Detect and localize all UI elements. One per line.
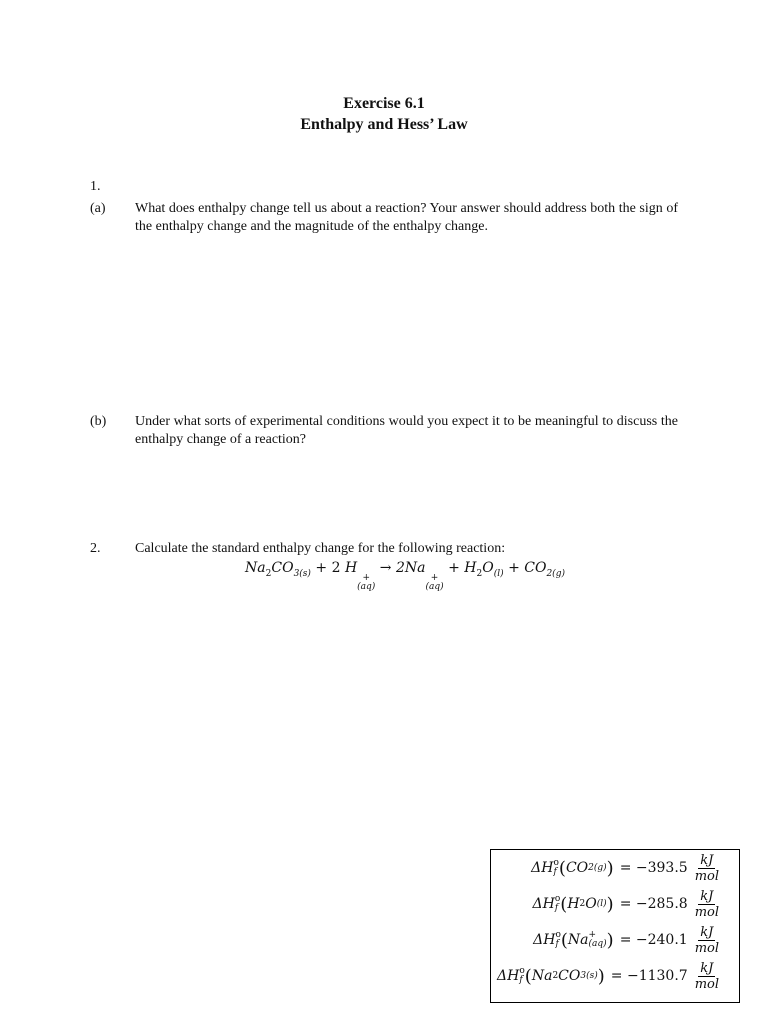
unit-num: kJ [700,960,714,976]
value: = −285.8 [619,896,688,912]
eq-h: H [344,560,358,576]
delta-h: ΔH [532,896,555,912]
unit-den: mol [694,904,719,920]
enthalpy-data-box [490,849,740,1003]
species: H [567,896,580,912]
delta-sup: o [553,858,559,868]
eq-sub: (l) [493,569,504,579]
species: Na [567,932,589,948]
delta-sub: f [553,867,557,877]
eq-arrow: → [379,560,392,576]
delta-h: ΔH [531,860,554,876]
eq-plus: + [448,560,460,576]
species: CO [565,860,589,876]
delta-h: ΔH [533,932,556,948]
question-1a-text: What does enthalpy change tell us about a reaction? Your answer should address both the sign of the enthalpy change and the magnitude of the enthalpy change. [135,201,678,234]
data-row-na-ion: ΔH o f ( Na + (aq) ) = −240.1 $\frac{kJ}{\text{mol}}$ [533,924,719,956]
delta-sup: o [555,930,561,940]
eq-co2: CO [524,560,547,576]
eq-co: CO [271,560,294,576]
delta-sup: o [554,894,561,904]
topic-title: Enthalpy and Hess’ Law [300,116,468,133]
data-row-co2: ΔH o f ( CO 2(g) ) = −393.5 $\frac{kJ}{\text{mol}}$ [531,852,719,884]
eq-na-ion: 2Na [395,560,426,576]
unit-den: mol [694,868,719,884]
eq-plus: + [508,560,520,576]
title-block [0,93,768,135]
eq-sup: + [362,573,370,583]
unit-fraction [693,889,721,920]
unit-fraction [693,925,721,956]
question-1b-label: (b) [90,414,107,429]
eq-sup: + [430,573,439,583]
species: Na [531,968,553,984]
exercise-title: Exercise 6.1 [343,95,425,112]
eq-sub: (aq) [425,582,444,592]
unit-num: kJ [700,888,714,904]
unit-fraction [693,853,721,884]
eq-plus: + 2 [315,560,341,576]
reaction-equation [0,560,768,592]
value: = −393.5 [619,860,688,876]
species-b: O [585,896,597,912]
delta-sub: f [555,939,559,949]
species-sub-b: (l) [596,899,607,909]
eq-sub: 2 [265,569,272,579]
eq-sub: 2(g) [546,569,565,579]
species-sub: 2(g) [588,863,607,873]
eq-sub: 2 [476,569,483,579]
eq-o: O [482,560,494,576]
value: = −1130.7 [610,968,688,984]
delta-h: ΔH [497,968,520,984]
data-row-na2co3: ΔH o f ( Na 2 CO 3(s) ) = −1130.7 $\frac{kJ}{\text{mol}}$ [497,960,719,992]
value: = −240.1 [619,932,688,948]
unit-num: kJ [700,852,714,868]
species-sub-b: 3(s) [580,971,598,981]
eq-sub: 3(s) [293,569,311,579]
delta-sub: f [519,975,523,985]
question-2-number: 2. [90,541,101,556]
question-1a-label: (a) [90,201,106,216]
unit-den: mol [694,976,719,992]
eq-sub: (aq) [357,582,376,592]
species-sup: + [588,930,597,940]
delta-sub: f [554,903,559,913]
species-sub: 2 [579,899,586,909]
unit-den: mol [694,940,719,956]
species-sub: 2 [552,971,559,981]
species-sub: (aq) [588,939,607,949]
eq-na: Na [245,560,266,576]
question-1b-text: Under what sorts of experimental conditions would you expect it to be meaningful to discuss the enthalpy change of a reaction? [135,414,678,447]
unit-fraction [693,961,721,992]
eq-h: H [464,560,477,576]
delta-sup: o [519,966,525,976]
unit-num: kJ [700,924,714,940]
species-b: CO [558,968,581,984]
data-row-h2o: ΔH o f ( H 2 O (l) ) = −285.8 $\frac{kJ}{\text{mol}}$ [532,888,719,920]
question-1-number: 1. [90,179,101,194]
question-2-text: Calculate the standard enthalpy change for the following reaction: [135,541,506,556]
